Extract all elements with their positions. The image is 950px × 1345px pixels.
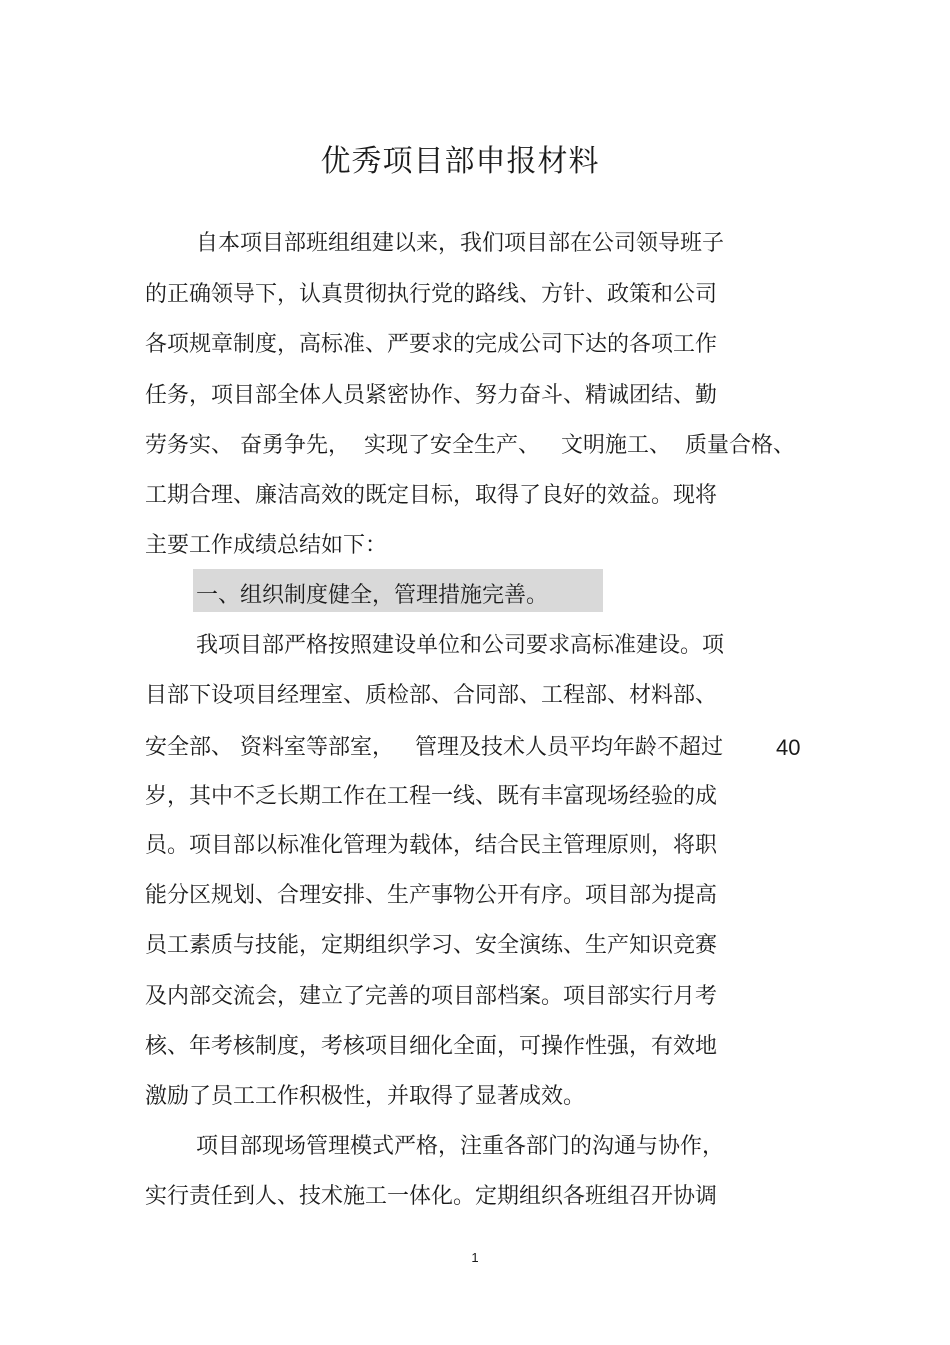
paragraph-line: 各项规章制度，高标准、严要求的完成公司下达的各项工作 bbox=[145, 332, 718, 357]
page-number: 1 bbox=[471, 1250, 479, 1265]
paragraph-line: 员。项目部以标准化管理为载体，结合民主管理原则，将职 bbox=[145, 833, 718, 858]
paragraph-line: 能分区规划、合理安排、生产事物公开有序。项目部为提高 bbox=[145, 883, 718, 908]
document-title: 优秀项目部申报材料 bbox=[320, 144, 600, 179]
paragraph-line: 项目部现场管理模式严格，注重各部门的沟通与协作， bbox=[196, 1134, 725, 1159]
paragraph-line: 工期合理、廉洁高效的既定目标，取得了良好的效益。现将 bbox=[145, 483, 718, 508]
paragraph-line: 核、年考核制度，考核项目细化全面，可操作性强，有效地 bbox=[145, 1034, 718, 1059]
paragraph-line: 自本项目部班组组建以来，我们项目部在公司领导班子 bbox=[196, 231, 725, 256]
paragraph-line: 安全部、 资料室等部室， 管理及技术人员平均年龄不超过 bbox=[145, 735, 723, 760]
paragraph-line: 我项目部严格按照建设单位和公司要求高标准建设。项 bbox=[196, 633, 725, 658]
paragraph-line: 及内部交流会，建立了完善的项目部档案。项目部实行月考 bbox=[145, 984, 718, 1009]
section-heading: 一、组织制度健全，管理措施完善。 bbox=[196, 583, 549, 608]
age-number: 40 bbox=[776, 735, 801, 760]
paragraph-line: 任务，项目部全体人员紧密协作、努力奋斗、精诚团结、勤 bbox=[145, 383, 718, 408]
paragraph-line: 岁，其中不乏长期工作在工程一线、既有丰富现场经验的成 bbox=[145, 784, 718, 809]
paragraph-line: 劳务实、 奋勇争先， 实现了安全生产、 文明施工、 质量合格、 bbox=[145, 433, 795, 458]
paragraph-line: 目部下设项目经理室、质检部、合同部、工程部、材料部、 bbox=[145, 683, 718, 708]
paragraph-line: 实行责任到人、技术施工一体化。定期组织各班组召开协调 bbox=[145, 1184, 718, 1209]
paragraph-line: 激励了员工工作积极性，并取得了显著成效。 bbox=[145, 1084, 586, 1109]
paragraph-line: 员工素质与技能，定期组织学习、安全演练、生产知识竞赛 bbox=[145, 933, 718, 958]
paragraph-line: 的正确领导下，认真贯彻执行党的路线、方针、政策和公司 bbox=[145, 282, 718, 307]
paragraph-line: 主要工作成绩总结如下： bbox=[145, 533, 388, 558]
